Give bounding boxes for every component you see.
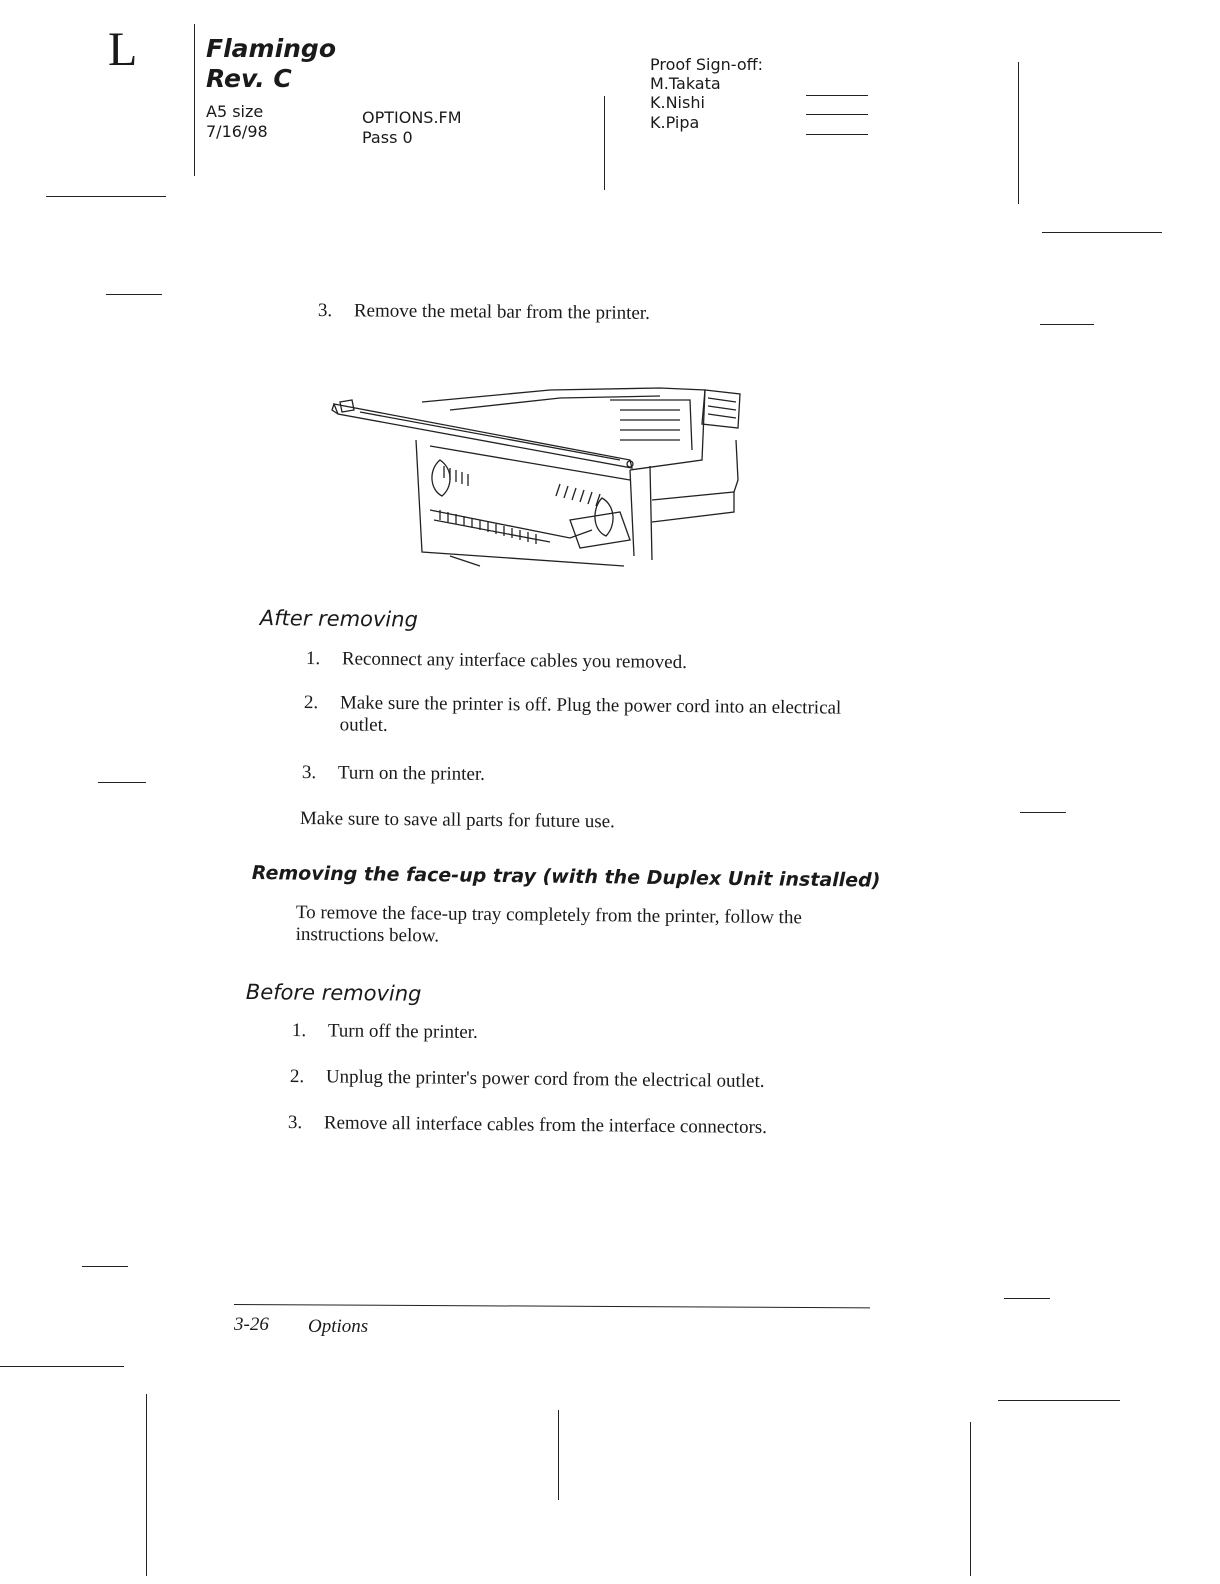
step-text: Turn off the printer. <box>327 1020 478 1043</box>
signoff-line-1 <box>806 95 868 96</box>
crop-mark <box>46 196 166 197</box>
proof-signoff-label: Proof Sign-off: <box>650 55 764 74</box>
list-item <box>292 1020 892 1052</box>
step-text: Turn on the printer. <box>337 762 486 785</box>
subheading-after-removing: After removing <box>259 606 418 632</box>
list-item <box>288 1112 888 1144</box>
step-text: Remove the metal bar from the printer. <box>353 300 650 324</box>
step-text: Reconnect any interface cables you removed. <box>341 648 687 673</box>
note-text: Make sure to save all parts for future use. <box>299 808 615 833</box>
crop-mark <box>1020 812 1066 813</box>
step-number: 3. <box>287 1112 303 1134</box>
step-number: 1. <box>305 648 321 670</box>
list-item <box>303 692 883 748</box>
page-number: 3-26 <box>234 1314 269 1335</box>
crop-mark <box>82 1266 128 1267</box>
header-divider-left <box>194 24 195 176</box>
crop-mark <box>146 1394 147 1576</box>
footer-section-name: Options <box>308 1316 369 1337</box>
step-text: Unplug the printer's power cord from the electrical outlet. <box>325 1066 765 1092</box>
signoff-line-3 <box>806 134 868 135</box>
title-line-1: Flamingo <box>206 34 337 63</box>
crop-mark <box>1042 232 1162 233</box>
crop-mark <box>970 1422 971 1576</box>
crop-mark <box>1004 1298 1050 1299</box>
step-number: 3. <box>301 762 317 784</box>
section-intro: To remove the face-up tray completely from the printer, follow the instructions below. <box>295 902 802 947</box>
corner-mark: L <box>108 23 138 76</box>
list-item <box>306 648 886 680</box>
crop-mark <box>1040 324 1094 325</box>
crop-mark <box>558 1410 559 1500</box>
pass-number: Pass 0 <box>362 128 413 147</box>
crop-mark <box>98 782 146 783</box>
signer-3: K.Pipa <box>650 113 700 132</box>
step-number: 1. <box>291 1020 307 1042</box>
list-item <box>318 300 918 331</box>
section-heading: Removing the face-up tray (with the Duplex Unit installed) <box>251 862 881 892</box>
signoff-line-2 <box>806 114 868 115</box>
step-text: Make sure the printer is off. Plug the power cord into an electrical outlet. <box>339 692 842 736</box>
title-line-2: Rev. C <box>206 64 292 93</box>
crop-mark <box>0 1366 124 1367</box>
printer-metal-bar-illustration <box>330 380 742 570</box>
list-item <box>290 1066 890 1098</box>
file-name: OPTIONS.FM <box>362 108 462 127</box>
list-item <box>302 762 882 794</box>
step-number: 3. <box>317 300 333 322</box>
crop-mark <box>998 1400 1120 1401</box>
signer-2: K.Nishi <box>650 93 705 112</box>
document-title <box>206 34 336 94</box>
step-number: 2. <box>303 692 319 714</box>
step-number: 2. <box>289 1066 305 1088</box>
footer-rule <box>234 1304 870 1308</box>
page-size: A5 size <box>206 102 264 121</box>
signer-1: M.Takata <box>650 74 721 93</box>
crop-mark <box>1018 62 1019 204</box>
header-divider-mid <box>604 96 605 190</box>
subheading-before-removing: Before removing <box>245 980 422 1006</box>
crop-mark <box>106 294 162 295</box>
step-text: Remove all interface cables from the interface connectors. <box>323 1112 768 1139</box>
document-date: 7/16/98 <box>206 122 268 141</box>
